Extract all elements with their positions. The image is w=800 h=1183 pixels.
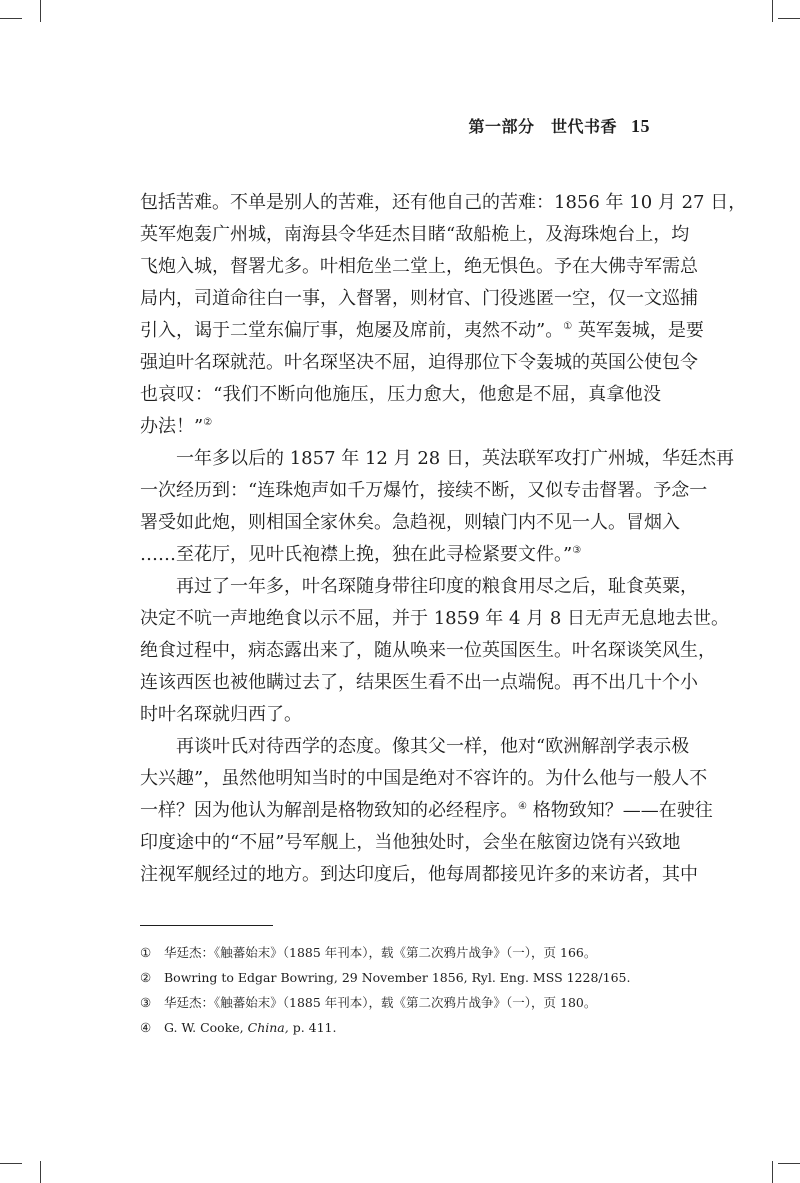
paragraph-1-line-8 [140, 411, 661, 443]
footnote-text: Bowring to Edgar Bowring, 29 November 1856, Ryl. Eng. MSS 1228/165. [164, 970, 631, 985]
footnote-text: G. W. Cooke, [164, 1020, 248, 1035]
paragraph-1-line-2: 英军炮轰广州城，南海县令华廷杰目睹“敌船桅上，及海珠炮台上，均 [140, 224, 690, 245]
text-segment: 一样？因为他认为解剖是格物致知的必经程序。 [140, 800, 518, 821]
crop-mark-bottom-right-h [778, 1163, 800, 1164]
text-segment: 格物致知？——在驶往 [526, 800, 713, 821]
footnote-ref-1: ① [563, 321, 573, 332]
footnote-marker: ④ [140, 1020, 152, 1035]
body-text [140, 187, 747, 891]
paragraph-4-line-5: 注视军舰经过的地方。到达印度后，他每周都接见许多的来访者，其中 [140, 864, 698, 885]
footnote-ref-2: ② [203, 417, 213, 428]
chapter-title: 第一部分 世代书香 [468, 117, 617, 136]
paragraph-3-line-1: 再过了一年多，叶名琛随身带往印度的粮食用尽之后，耻食英粟， [176, 576, 698, 597]
paragraph-1-line-1: 包括苦难。不单是别人的苦难，还有他自己的苦难：1856 年 10 月 27 日， [140, 192, 747, 213]
paragraph-1-line-3: 飞炮入城，督署尤多。叶相危坐二堂上，绝无惧色。予在大佛寺军需总 [140, 256, 698, 277]
paragraph-3-line-4: 连该西医也被他瞒过去了，结果医生看不出一点端倪。再不出几十个小 [140, 672, 698, 693]
text-segment: 引入，谒于二堂东偏厅事，炮屡及席前，夷然不动”。 [140, 320, 564, 341]
footnote-text: 华廷杰：《触蕃始末》（1885 年刊本），载《第二次鸦片战争》（一），页 166。 [164, 945, 597, 960]
footnotes [140, 940, 661, 1040]
paragraph-2-line-3: 署受如此炮，则相国全家休矣。急趋视，则辕门内不见一人。冒烟入 [140, 512, 680, 533]
footnote-ref-4: ④ [518, 801, 527, 812]
footnote-marker: ① [140, 945, 152, 960]
paragraph-1-line-4: 局内，司道命往白一事，入督署，则材官、门役逃匿一空，仅一文巡捕 [140, 288, 698, 309]
paragraph-4-line-4: 印度途中的“不屈”号军舰上，当他独处时，会坐在舷窗边饶有兴致地 [140, 832, 681, 853]
paragraph-1-line-6: 强迫叶名琛就范。叶名琛坚决不屈，迫得那位下令轰城的英国公使包令 [140, 352, 698, 373]
paragraph-2-line-2: 一次经历到：“连珠炮声如千万爆竹，接续不断，又似专击督署。予念一 [140, 480, 708, 501]
crop-mark-top-right [772, 0, 773, 22]
footnote-marker: ③ [140, 995, 152, 1010]
running-head [468, 114, 650, 137]
paragraph-1-line-5 [140, 315, 704, 347]
paragraph-2-line-1: 一年多以后的 1857 年 12 月 28 日，英法联军攻打广州城，华廷杰再 [176, 448, 734, 469]
crop-mark-bottom-left-h [0, 1163, 22, 1164]
paragraph-3-line-5: 时叶名琛就归西了。 [140, 704, 302, 725]
crop-mark-top-right-h [778, 18, 800, 19]
crop-mark-top-left-h [0, 18, 22, 19]
footnote-1 [140, 940, 661, 965]
page-number: 15 [631, 116, 650, 136]
text-segment: 英军轰城，是要 [572, 320, 704, 341]
footnote-ref-3: ③ [572, 545, 582, 556]
paragraph-4-line-2: 大兴趣”，虽然他明知当时的中国是绝对不容许的。为什么他与一般人不 [140, 768, 708, 789]
crop-mark-bottom-right [772, 1161, 773, 1183]
paragraph-2-line-4 [140, 539, 661, 571]
footnote-divider [140, 925, 273, 926]
paragraph-4-line-1: 再谈叶氏对待西学的态度。像其父一样，他对“欧洲解剖学表示极 [176, 736, 690, 757]
footnote-4 [140, 1015, 661, 1040]
paragraph-4-line-3 [140, 795, 713, 827]
paragraph-1-line-7: 也哀叹：“我们不断向他施压，压力愈大，他愈是不屈，真拿他没 [140, 384, 661, 405]
text-segment: ……至花厅，见叶氏袍襟上挽，独在此寻检紧要文件。” [140, 544, 573, 565]
text-segment: 办法！” [140, 416, 204, 437]
paragraph-3-line-2: 决定不吭一声地绝食以示不屈，并于 1859 年 4 月 8 日无声无息地去世。 [140, 608, 730, 629]
footnote-text: p. 411. [288, 1020, 337, 1035]
footnote-2 [140, 965, 661, 990]
footnote-3 [140, 990, 661, 1015]
footnote-book-title: China, [247, 1020, 289, 1035]
footnote-marker: ② [140, 970, 152, 985]
crop-mark-top-left [40, 0, 41, 22]
paragraph-3-line-3: 绝食过程中，病态露出来了，随从唤来一位英国医生。叶名琛谈笑风生， [140, 640, 716, 661]
crop-mark-bottom-left [40, 1161, 41, 1183]
footnote-text: 华廷杰：《触蕃始末》（1885 年刊本），载《第二次鸦片战争》（一），页 180。 [164, 995, 597, 1010]
